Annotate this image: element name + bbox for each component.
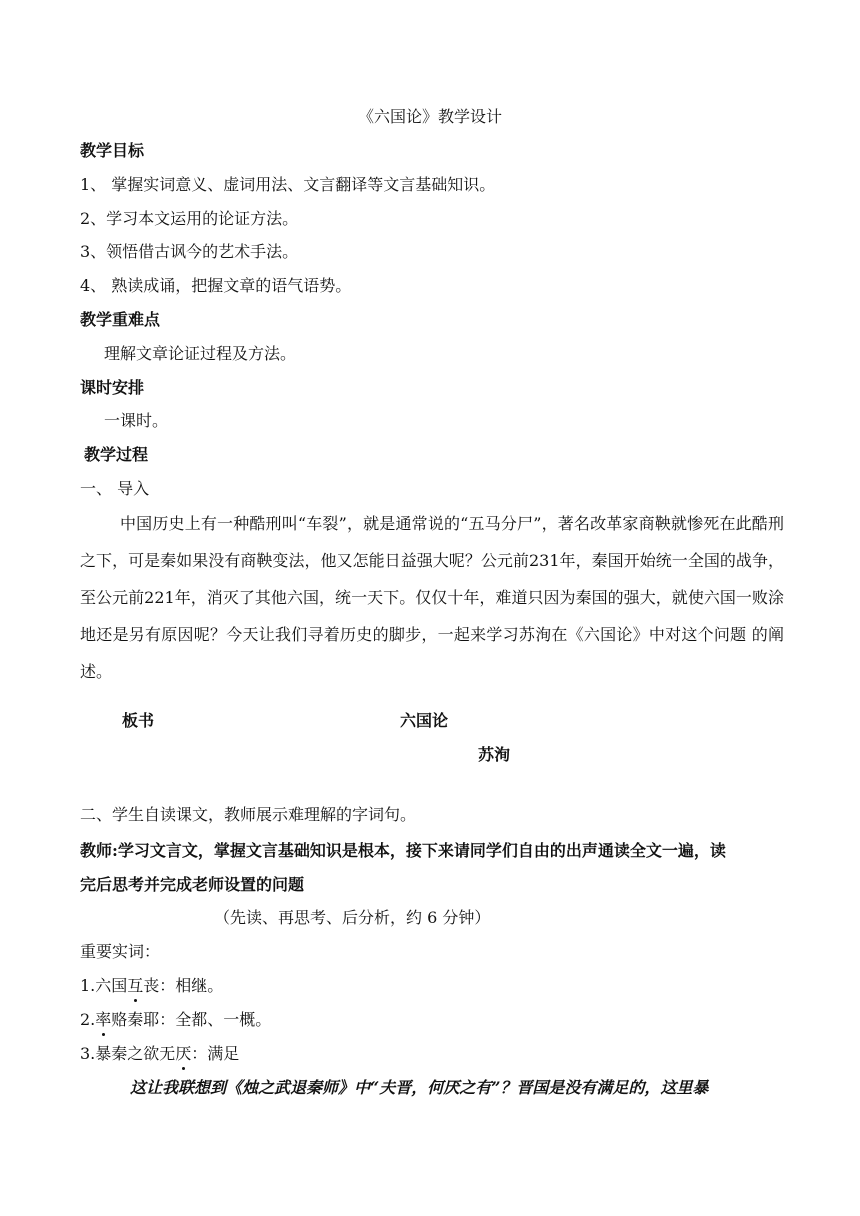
emphasis-dot-char: 厌 [175, 1044, 192, 1063]
vocab-heading: 重要实词： [80, 942, 161, 961]
section2-title: 二、学生自读课文，教师展示难理解的字词句。 [80, 805, 417, 824]
emphasis-dot-char: 互 [127, 976, 144, 995]
vocab-item-3-pre: 3.暴秦之欲无 [80, 1044, 176, 1063]
goals-heading: 教学目标 [80, 141, 145, 160]
schedule-heading: 课时安排 [80, 378, 145, 397]
vocab-item-1-post: 丧：相继。 [143, 976, 224, 995]
goal-item-4: 4、 熟读成诵，把握文章的语气语势。 [80, 276, 352, 295]
board-label: 板书 [122, 711, 155, 730]
teacher-line-2: 完后思考并完成老师设置的问题 [80, 875, 305, 894]
process-heading: 教学过程 [84, 445, 149, 464]
schedule-text: 一课时。 [104, 411, 169, 430]
teacher-line-1: 教师:学习文言文，掌握文言基础知识是根本，接下来请同学们自由的出声通读全文一遍，读 [80, 841, 726, 860]
board-author: 苏洵 [478, 745, 511, 764]
document-title: 《六国论》教学设计 [357, 107, 502, 126]
key-text: 理解文章论证过程及方法。 [104, 344, 297, 363]
vocab-item-2-post: 赂秦耶：全都、一概。 [111, 1010, 272, 1029]
vocab-item-2-pre: 2. [80, 1010, 96, 1029]
key-heading: 教学重难点 [80, 310, 161, 329]
vocab-item-3-post: ：满足 [191, 1044, 240, 1063]
emphasis-dot-char: 率 [95, 1010, 112, 1029]
goal-item-1: 1、 掌握实词意义、虚词用法、文言翻译等文言基础知识。 [80, 175, 496, 194]
vocab-item-1 [80, 975, 223, 997]
vocab-item-1-pre: 1.六国 [80, 976, 128, 995]
intro-paragraph: 中国历史上有一种酷刑叫“车裂”，就是通常说的“五马分尸”，著名改革家商鞅就惨死在此酷刑之下，可是秦如果没有商鞅变法，他又怎能日益强大呢？公元前231年，秦国开始统一全国的战争，至公元前221年，消灭了其他六国，统一天下。仅仅十年，难道只因为秦国的强大，就使六国一败涂地还是另有原因呢？今天让我们寻着历史的脚步，一起来学习苏洵在《六国论》中对这个问题 的阐述。 [80, 514, 784, 681]
goal-item-3: 3、领悟借古讽今的艺术手法。 [80, 242, 299, 261]
board-title: 六国论 [400, 711, 449, 730]
vocab-item-2 [80, 1009, 271, 1031]
vocab-item-3 [80, 1043, 239, 1065]
reading-note: （先读、再思考、后分析，约 6 分钟） [214, 908, 491, 927]
note-line: 这让我联想到《烛之武退秦师》中“夫晋，何厌之有”？晋国是没有满足的，这里暴 [130, 1078, 709, 1097]
section1-title: 一、 导入 [80, 479, 150, 498]
goal-item-2: 2、学习本文运用的论证方法。 [80, 209, 299, 228]
